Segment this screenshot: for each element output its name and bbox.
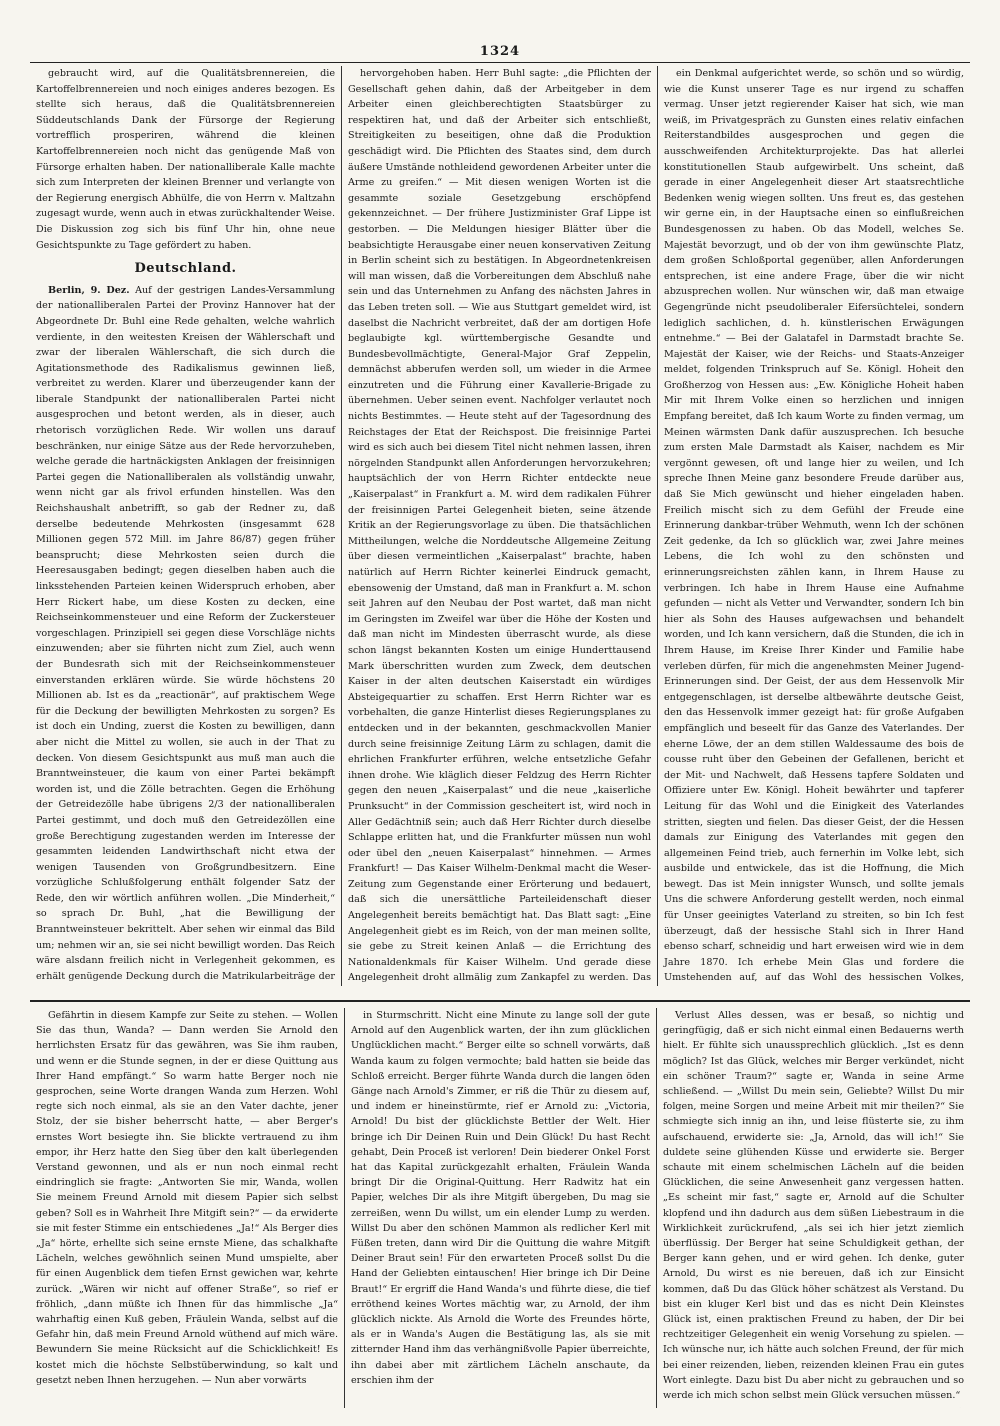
section-heading-deutschland: Deutschland.: [134, 261, 237, 277]
feuilleton-column-2: [344, 1008, 656, 1408]
feuilleton-column-1: [30, 1008, 344, 1408]
column-2: [341, 66, 657, 986]
feuilleton-rule: [30, 1000, 970, 1002]
article-text: hervorgehoben haben. Herr Buhl sagte: „die Pflichten der Gesellschaft gehen dahin, daß der Arbeitgeber in dem Arbeiter einen gleichberechtigten Staatsbürger zu respektiren hat, und daß der Arbeiter sich entschließt, Streitigkeiten zu beseitigen, ohne daß die Produktion geschädigt wird. Die Pflichten des Staates sind, dem durch äußere Umstände nothleidend gewordenen Arbeiter unter die Arme zu greifen.“ — Mit diesen wenigen Worten ist die gesammte soziale Gesetzgebung erschöpfend gekennzeichnet. — Der frühere Justizminister Graf Lippe ist gestorben. — Die Meldungen hiesiger Blätter über die beabsichtigte Herausgabe einer neuen konservativen Zeitung in Berlin scheint sich zu bestätigen. In Abgeordnetenkreisen will man wissen, daß die Vorbereitungen dem Abschluß nahe sein und das Unternehmen zu Anfang des nächsten Jahres in das Leben treten soll. — Wie aus Stuttgart gemeldet wird, ist daselbst die Nachricht verbreitet, daß der am dortigen Hofe beglaubigte kgl. württembergische Gesandte und Bundesbevollmächtigte, General-Major Graf Zeppelin, demnächst abberufen werden soll, um wieder in die Armee einzutreten und die Führung einer Kavallerie-Brigade zu übernehmen. Ueber seinen event. Nachfolger verlautet noch nichts Bestimmtes. — Heute steht auf der Tagesordnung des Reichstages der Etat der Reichspost. Die freisinnige Partei wird es sich auch bei diesem Titel nicht nehmen lassen, ihren nörgelnden Standpunkt allen Anforderungen hervorzukehren; hauptsächlich der von Herrn Richter entdeckte neue „Kaiserpalast“ in Frankfurt a. M. wird dem radikalen Führer der freisinnigen Partei Gelegenheit bieten, seine ätzende Kritik an der Regierungsvorlage zu üben. Die thatsächlichen Mittheilungen, welche die Norddeutsche Allgemeine Zeitung über diesen vermeintlichen „Kaiserpalast“ brachte, haben natürlich auf Herrn Richter keinerlei Eindruck gemacht, ebensowenig der Umstand, daß man in Frankfurt a. M. schon seit Jahren auf den Neubau der Post wartet, daß man nicht im Geringsten im Zweifel war über die Höhe der Kosten und daß man nicht im Mindesten überrascht wurde, als diese schon längst bekannten Kosten um einige Hunderttausend Mark überschritten wurden zum Zweck, dem deutschen Kaiser in der alten deutschen Kaiserstadt ein würdiges Absteigequartier zu schaffen. Erst Herrn Richter war es vorbehalten, die ganze Hinterlist dieses Regierungsplanes zu entdecken und in der bekannten, geschmackvollen Manier durch seine freisinnige Zeitung Lärm zu schlagen, damit die ehrlichen Frankfurter erführen, welche entsetzliche Gefahr ihnen drohe. Wie kläglich dieser Feldzug des Herrn Richter gegen den neuen „Kaiserpalast“ und die neue „kaiserliche Prunksucht“ in der Commission gescheitert ist, wird noch in Aller Gedächtniß sein; auch daß Herr Richter durch dieselbe Schlappe erlitten hat, und die Frankfurter müssen nun wohl oder übel den „neuen Kaiserpalast“ hinnehmen. — Armes Frankfurt! — Das Kaiser Wilhelm-Denkmal macht die Weser-Zeitung zum Gegenstande einer Erörterung und bedauert, daß sich die unersättliche Parteileidenschaft dieser Angelegenheit bereits bemächtigt hat. Das Blatt sagt: „Eine Angelegenheit giebt es im Reich, von der man meinen sollte, sie gebe zu Streit keinen Anlaß — die Errichtung des Nationaldenkmals für Kaiser Wilhelm. Und gerade diese Angelegenheit droht allmälig zum Zankapfel zu werden. Das: [348, 68, 651, 984]
article-text: gebraucht wird, auf die Qualitätsbrennereien, die Kartoffelbrennereien und noch einiges anderes bezogen. Es stellte sich heraus, daß die Qualitätsbrennereien Süddeutschlands Dank der Fürsorge der Regierung vortrefflich prosperiren, während die kleinen Kartoffelbrennereien noch nicht das genügende Maß von Fürsorge erhalten haben. Der nationalliberale Kalle machte sich zum Interpreten der kleinen Brenner und verlangte von der Regierung energisch Abhülfe, die von Herrn v. Maltzahn zugesagt wurde, wenn auch in etwas zurückhaltender Weise. Die Diskussion zog sich bis fünf Uhr hin, ohne neue Gesichtspunkte zu Tage gefördert zu haben.: [36, 68, 335, 251]
story-text: Verlust Alles dessen, was er besaß, so nichtig und geringfügig, daß er sich nicht einmal einen Bedauerns werth hielt. Er fühlte sich unaussprechlich glücklich. „Ist es denn möglich? Ist das Glück, welches mir Berger verkündet, nicht ein schöner Traum?“ sagte er, Wanda in seine Arme schließend. — „Willst Du mein sein, Geliebte? Willst Du mir folgen, meine Sorgen und meine Arbeit mit mir theilen?“ Sie schmiegte sich innig an ihn, und leise flüsterte sie, zu ihm aufschauend, erwiderte sie: „Ja, Arnold, das will ich!“ Sie duldete seine glühenden Küsse und erwiderte sie. Berger schaute mit einem schelmischen Lächeln auf die beiden Glücklichen, die seine Anwesenheit ganz vergessen hatten. „Es scheint mir fast,“ sagte er, Arnold auf die Schulter klopfend und ihn dadurch aus dem süßen Liebestraum in die Wirklichkeit zurückrufend, „als sei ich hier jetzt ziemlich überflüssig. Der Berger hat seine Schuldigkeit gethan, der Berger kann gehen, und er wird gehen. Ich denke, guter Arnold, Du wirst es nie bereuen, daß ich zur Einsicht kommen, daß Du das Glück höher schätzest als Verstand. Du bist ein kluger Kerl bist und das es nicht Dein Kleinstes Glück ist, einen praktischen Freund zu haben, der Dir bei rechtzeitiger Gelegenheit ein wenig Vorsehung zu spielen. — Ich wünsche nur, ich hätte auch solchen Freund, der für mich bei einer reizenden, lieben, reizenden kleinen Frau ein gutes Wort einlegte. Dazu bist Du aber nicht zu gebrauchen und so werde ich mich schon selbst mein Glück versuchen müssen.“: [663, 1010, 964, 1402]
article-text: ein Denkmal aufgerichtet werde, so schön und so würdig, wie die Kunst unserer Tage es nur irgend zu schaffen vermag. Unser jetzt regierender Kaiser hat sich, wie man weiß, im Privatgespräch zu Gunsten eines relativ einfachen Reiterstandbildes ausgesprochen und gegen die ausschweifenden Architekturprojekte. Das hat allerlei konstitutionellen Staub aufgewirbelt. Uns scheint, daß gerade in einer Angelegenheit dieser Art staatsrechtliche Bedenken wenig wiegen sollten. Uns freut es, das gestehen wir gerne ein, in der Hauptsache einen so einflußreichen Bundesgenossen zu haben. Ob das Modell, welches Se. Majestät bevorzugt, und ob der von ihm gewünschte Platz, dem großen Schloßportal gegenüber, allen Anforderungen entsprechen, ist eine andere Frage, über die wir nicht abzusprechen wollen. Nur wünschen wir, daß man etwaige Gegengründe nicht pseudoliberaler Eifersüchtelei, sondern lediglich sachlichen, d. h. künstlerischen Erwägungen entnehme.“ — Bei der Galatafel in Darmstadt brachte Se. Majestät der Kaiser, wie der Reichs- und Staats-Anzeiger meldet, folgenden Trinkspruch auf Se. Königl. Hoheit den Großherzog von Hessen aus: „Ew. Königliche Hoheit haben Mir mit Ihrem Volke einen so herzlichen und innigen Empfang bereitet, daß Ich kaum Worte zu finden vermag, um Meinen wärmsten Dank dafür auszusprechen. Ich besuche zum ersten Male Darmstadt als Kaiser, nachdem es Mir vergönnt gewesen, oft und lange hier zu weilen, und Ich spreche Ihnen Meine ganz besondere Freude darüber aus, daß Sie Mich gewünscht und hieher eingeladen haben. Freilich mischt sich zu dem Gefühl der Freude eine Erinnerung dankbar-trüber Wehmuth, wenn Ich der schönen Zeit gedenke, da Ich so glücklich war, zwei Jahre meines Lebens, die Ich wohl zu den schönsten und erinnerungsreichsten zählen kann, in Ihrem Hause zu verbringen. Ich habe in Ihrem Hause eine Aufnahme gefunden — nicht als Vetter und Verwandter, sondern Ich bin hier als Sohn des Hauses aufgewachsen und behandelt worden, und Ich kann versichern, daß die Stunden, die ich in Ihrem Hause, im Kreise Ihrer Kinder und Familie habe verleben dürfen, für mich die angenehmsten Meiner Jugend-Erinnerungen sind. Der Geist, der aus dem Hessenvolk Mir entgegenschlagen, ist derselbe altbewährte deutsche Geist, den das Hessenvolk immer gezeigt hat: für große Aufgaben empfänglich und beseelt für das Ganze des Vaterlandes. Der eherne Löwe, der an dem stillen Waldessaume des bois de cousse ruht über den Gebeinen der Gefallenen, bericht et der Mit- und Nachwelt, daß Hessens tapfere Soldaten und Offiziere unter Ew. Königl. Hoheit bewährter und tapferer Leitung für das Wohl und die Einigkeit des Vaterlandes stritten, siegten und fielen. Das dieser Geist, der die Hessen damals zur Einigung des Vaterlandes mit gegen den allgemeinen Feind trieb, auch fernerhin im Volke lebt, sich ausbilde und entwickele, das ist die Hoffnung, die Mich bewegt. Das ist Mein innigster Wunsch, und sollte jemals Uns die schwere Anforderung gestellt werden, noch einmal für Unser geeinigtes Vaterland zu streiten, so bin Ich fest überzeugt, daß der hessische Stahl sich in Ihrer Hand ebenso scharf, schneidig und hart erweisen wird wie in dem Jahre 1870. Ich erhebe Mein Glas und fordere die Umstehenden auf, auf das Wohl des hessischen Volkes,: [664, 68, 964, 984]
dateline-berlin: Berlin, 9. Dez.: [48, 284, 130, 296]
news-section: [30, 66, 970, 986]
continuation-note: [663, 1405, 964, 1408]
story-text: in Sturmschritt. Nicht eine Minute zu lange soll der gute Arnold auf den Augenblick warten, der ihn zum glücklichen Unglücklichen macht.“ Berger eilte so schnell vorwärts, daß Wanda kaum zu folgen vermochte; bald hatten sie beide das Schloß erreicht. Berger führte Wanda durch die langen öden Gänge nach Arnold's Zimmer, er riß die Thür zu diesem auf, und indem er hineinstürmte, rief er Arnold zu: „Victoria, Arnold! Du bist der glücklichste Bettler der Welt. Hier bringe ich Dir Deinen Ruin und Dein Glück! Du hast Recht gehabt, Dein Proceß ist verloren! Dein biederer Onkel Forst hat das Kapital zurückgezahlt erhalten, Fräulein Wanda bringt Dir die Original-Quittung. Herr Radwitz hat ein Papier, welches Dir als ihre Mitgift übergeben, Du mag sie zerreißen, wenn Du willst, um ein elender Lump zu werden. Willst Du aber den schönen Mammon als redlicher Kerl mit Füßen treten, dann wird Dir die Quittung die wahre Mitgift Deiner Braut sein! Für den erwarteten Proceß sollst Du die Hand der Geliebten eintauschen! Hier bringe ich Dir Deine Braut!“ Er ergriff die Hand Wanda's und führte diese, die tief erröthend keines Wortes mächtig war, zu Arnold, der ihm glücklich nickte. Als Arnold die Worte des Freundes hörte, als er in Wanda's Augen die Bestätigung las, als sie mit zitternder Hand ihm das verhängnißvolle Papier überreichte, ihn dabei aber mit zärtlichem Lächeln anschaute, da erschien ihm der: [351, 1010, 650, 1386]
story-text: Gefährtin in diesem Kampfe zur Seite zu stehen. — Wollen Sie das thun, Wanda? — Dann werden Sie Arnold den herrlichsten Ersatz für das gewähren, was Sie ihm rauben, und wenn er die Stunde segnen, in der er diese Quittung aus Ihrer Hand empfängt.“ So warm hatte Berger noch nie gesprochen, seine Worte drangen Wanda zum Herzen. Wohl regte sich noch einmal, als sie an den Vater dachte, jener Stolz, der sie bisher beherrscht hatte, — aber Berger's ernstes Wort besiegte ihn. Sie blickte vertrauend zu ihm empor, ihr Herz hatte den Sieg über den kalt überlegenden Verstand gewonnen, und als er nun noch einmal recht eindringlich sie fragte: „Antworten Sie mir, Wanda, wollen Sie meinem Freund Arnold mit diesem Papier sich selbst geben? Soll es in Wahrheit Ihre Mitgift sein?“ — da erwiderte sie mit fester Stimme ein entschiedenes „Ja!“ Als Berger dies „Ja“ hörte, erhellte sich seine ernste Miene, das schalkhafte Lächeln, welches gewöhnlich seinen Mund umspielte, aber für einen Augenblick dem tiefen Ernst gewichen war, kehrte zurück. „Wären wir nicht auf offener Straße“, so rief er fröhlich, „dann müßte ich Ihnen für das himmlische „Ja“ wahrhaftig einen Kuß geben, Fräulein Wanda, selbst auf die Gefahr hin, daß mein Freund Arnold wüthend auf mich wäre. Bewundern Sie meine Rücksicht auf die Schicklichkeit! Es kostet mich die höchste Selbstüberwindung, so kalt und gesetzt neben Ihnen herzugehen. — Nun aber vorwärts: [36, 1010, 338, 1386]
article-berlin: [36, 283, 335, 986]
column-3: [657, 66, 970, 986]
page-number: 1324: [479, 44, 521, 59]
header-rule: [30, 62, 970, 63]
feuilleton-section: [30, 1008, 970, 1408]
article-text: Auf der gestrigen Landes-Versammlung der nationalliberalen Partei der Provinz Hannover hat der Abgeordnete Dr. Buhl eine Rede gehalten, welche wahrlich verdiente, in den weitesten Kreisen der Wählerschaft und zwar der liberalen Wählerschaft, die sich durch die Agitationsmethode des Radikalismus gewinnen ließ, verbreitet zu werden. Klarer und überzeugender kann der liberale Standpunkt der nationalliberalen Partei nicht ausgesprochen und betont werden, als in dieser, auch rhetorisch vorzüglichen Rede. Wir wollen uns darauf beschränken, nur einige Sätze aus der Rede hervorzuheben, welche gerade die hartnäckigsten Anklagen der freisinnigen Partei gegen die Nationalliberalen als vollständig unwahr, wenn nicht gar als frivol erfunden hinstellen. Was den Reichshaushalt anbetrifft, so gab der Redner zu, daß derselbe bedeutende Mehrkosten (insgesammt 628 Millionen gegen 572 Mill. im Jahre 86/87) gegen früher beansprucht; diese Mehrkosten seien durch die Heeresausgaben bedingt; gegen dieselben haben auch die linksstehenden Parteien keinen Widerspruch erhoben, aber Herr Rickert habe, um diese Kosten zu decken, eine Reichseinkommensteuer und eine Reform der Zuckersteuer vorgeschlagen. Prinzipiell sei gegen diese Vorschläge nichts einzuwenden; aber sie führten nicht zum Ziel, auch wenn der Bundesrath sich mit der Reichseinkommensteuer einverstanden erklären würde. Sie würde höchstens 20 Millionen ab. Ist es da „reactionär“, auf praktischem Wege für die Deckung der bewilligten Mehrkosten zu sorgen? Es ist doch ein Unding, zuerst die Kosten zu bewilligen, dann aber nicht die Mittel zu wollen, sie auch in der That zu decken. Von diesem Gesichtspunkt aus muß man auch die Branntweinsteuer, die kaum von einer Partei bekämpft worden ist, und die Zölle betrachten. Gegen die Erhöhung der Getreidezölle habe übrigens 2/3 der nationalliberalen Partei gestimmt, und doch muß den Getreidezöllen eine große Berechtigung zugestanden werden im Interesse der gesammten leidenden Landwirthschaft nicht etwa der wenigen Tausenden von Großgrundbesitzern. Eine vorzügliche Schlußfolgerung enthält folgender Satz der Rede, den wir wörtlich anführen wollen. „Die Minderheit,“ so sprach Dr. Buhl, „hat die Bewilligung der Branntweinsteuer bekrittelt. Aber sehen wir einmal das Bild um; nehmen wir an, sie sei nicht bewilligt worden. Das Reich wäre alsdann freilich nicht in Verlegenheit gekommen, es erhält genügende Deckung durch die Matrikularbeiträge der: [36, 284, 336, 982]
feuilleton-column-3: [656, 1008, 970, 1408]
column-1: [30, 66, 341, 986]
